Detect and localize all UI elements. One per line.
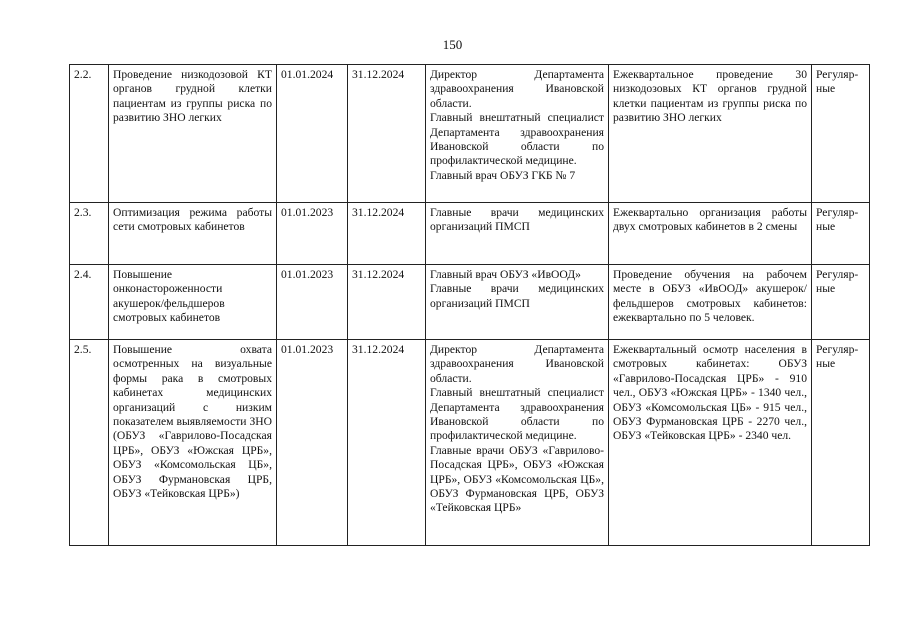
responsible-line: Главный врач ОБУЗ ГКБ № 7 xyxy=(430,168,576,182)
start-date-cell: 01.01.2023 xyxy=(277,340,348,546)
result-cell: Проведение обучения на рабочем месте в ОБУЗ «ИвООД» акушерок/фельдшеров смотровых кабинетов: ежеквартально по 5 человек. xyxy=(609,265,812,340)
responsible-line: Главные врачи медицинских организаций ПМСП xyxy=(430,282,604,310)
result-cell: Ежеквартально организация работы двух смотровых кабинетов в 2 смены xyxy=(609,203,812,265)
table-row xyxy=(70,203,870,265)
activity-cell: Проведение низкодозовой КТ органов грудной клетки пациентам из группы риска по развитию ЗНО легких xyxy=(109,65,277,203)
end-date-cell: 31.12.2024 xyxy=(348,265,426,340)
responsible-cell xyxy=(426,65,609,203)
measures-table xyxy=(69,64,870,546)
start-date-cell: 01.01.2024 xyxy=(277,65,348,203)
responsible-cell xyxy=(426,265,609,340)
responsible-line: Главные врачи медицинских организаций ПМСП xyxy=(430,206,604,234)
responsible-cell xyxy=(426,340,609,546)
frequency-cell: Регуляр-ные xyxy=(812,265,870,340)
frequency-cell: Регуляр-ные xyxy=(812,340,870,546)
frequency-cell: Регуляр-ные xyxy=(812,203,870,265)
activity-cell: Оптимизация режима работы сети смотровых кабинетов xyxy=(109,203,277,265)
start-date-cell: 01.01.2023 xyxy=(277,203,348,265)
result-cell: Ежеквартальное проведение 30 низкодозовых КТ органов грудной клетки пациентам из группы риска по развитию ЗНО легких xyxy=(609,65,812,203)
activity-cell: Повышение онконастороженности акушерок/фельдшеров смотровых кабинетов xyxy=(109,265,277,340)
table-row xyxy=(70,265,870,340)
result-cell: Ежеквартальный осмотр населения в смотровых кабинетах: ОБУЗ «Гаврилово-Посадская ЦРБ» - 910 чел., ОБУЗ «Южская ЦРБ» - 1340 чел., ОБУЗ «Комсомольская ЦБ» - 915 чел., ОБУЗ Фурмановская ЦРБ - 2270 чел., ОБУЗ «Тейковская ЦРБ» - 2340 чел. xyxy=(609,340,812,546)
responsible-line: Главные врачи ОБУЗ «Гаврилово-Посадская ЦРБ», ОБУЗ «Южская ЦРБ», ОБУЗ «Комсомольская ЦБ», ОБУЗ Фурмановская ЦРБ, ОБУЗ «Тейковская ЦРБ» xyxy=(430,443,604,515)
row-number: 2.4. xyxy=(70,265,109,340)
start-date-cell: 01.01.2023 xyxy=(277,265,348,340)
end-date-cell: 31.12.2024 xyxy=(348,340,426,546)
frequency-cell: Регуляр-ные xyxy=(812,65,870,203)
activity-cell: Повышение охвата осмотренных на визуальные формы рака в смотровых кабинетах медицинских организаций с низким показателем выявляемости ЗНО (ОБУЗ «Гаврилово-Посадская ЦРБ», ОБУЗ «Южская ЦРБ», ОБУЗ «Комсомольская ЦБ», ОБУЗ Фурмановская ЦРБ, ОБУЗ «Тейковская ЦРБ») xyxy=(109,340,277,546)
table-row xyxy=(70,340,870,546)
responsible-line: Главный внештатный специалист Департамента здравоохранения Ивановской области по профилактической медицине. xyxy=(430,111,604,168)
responsible-line: Главный внештатный специалист Департамента здравоохранения Ивановской области по профилактической медицине. xyxy=(430,386,604,443)
row-number: 2.3. xyxy=(70,203,109,265)
responsible-line: Директор Департамента здравоохранения Ивановской области. xyxy=(430,343,604,385)
responsible-line: Директор Департамента здравоохранения Ивановской области. xyxy=(430,68,604,110)
page-number: 150 xyxy=(442,37,463,52)
responsible-line: Главный врач ОБУЗ «ИвООД» xyxy=(430,268,581,281)
responsible-cell xyxy=(426,203,609,265)
row-number: 2.5. xyxy=(70,340,109,546)
end-date-cell: 31.12.2024 xyxy=(348,65,426,203)
table-row xyxy=(70,65,870,203)
end-date-cell: 31.12.2024 xyxy=(348,203,426,265)
row-number: 2.2. xyxy=(70,65,109,203)
